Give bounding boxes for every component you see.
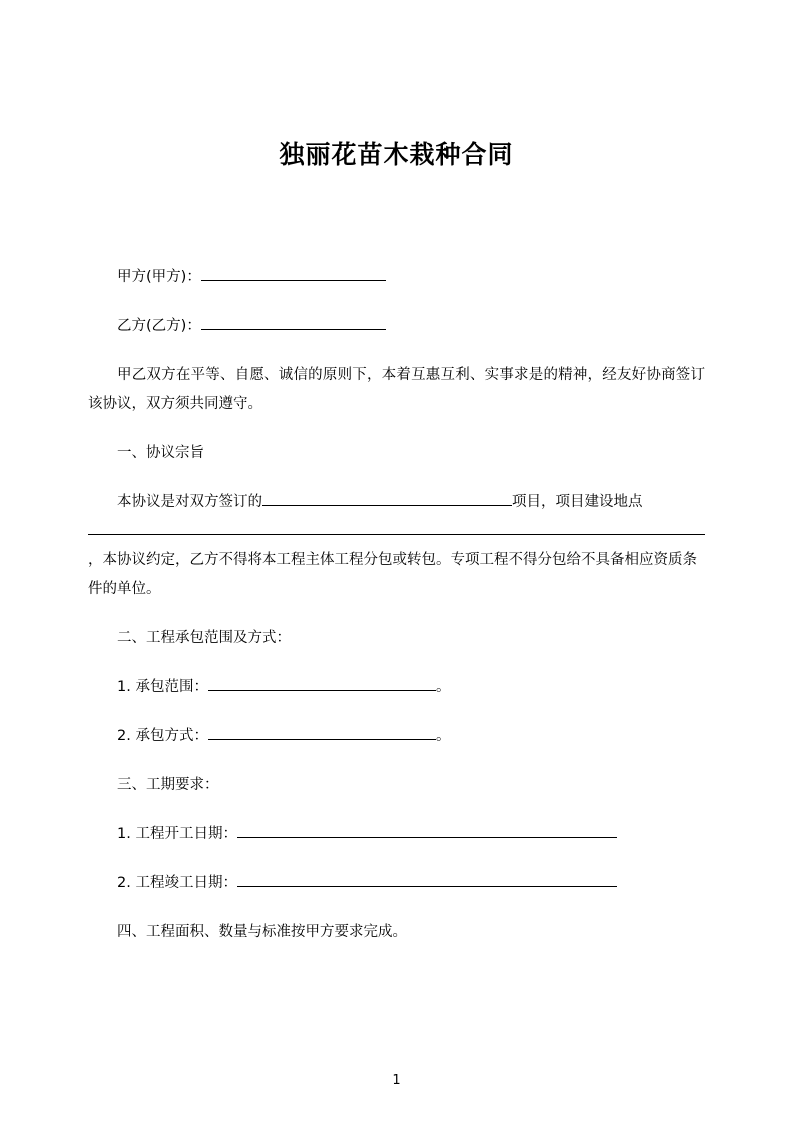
section-1-suffix: ，本协议约定，乙方不得将本工程主体工程分包或转包。专项工程不得分包给不具备相应资质条件的单位。 bbox=[88, 552, 697, 597]
scope-tail: 。 bbox=[435, 679, 451, 695]
end-date-label: 2. 工程竣工日期： bbox=[117, 875, 237, 891]
party-b-line bbox=[88, 312, 705, 341]
section-heading-2: 二、工程承包范围及方式： bbox=[117, 630, 291, 646]
scope-line bbox=[88, 673, 705, 702]
section-1-paragraph bbox=[88, 488, 705, 604]
document-body bbox=[0, 263, 793, 947]
preamble-paragraph: 甲乙双方在平等、自愿、诚信的原则下，本着互惠互利、实事求是的精神，经友好协商签订该协议，双方须共同遵守。 bbox=[88, 367, 705, 412]
start-date-input[interactable] bbox=[237, 823, 617, 839]
section-heading-1: 一、协议宗旨 bbox=[117, 445, 204, 461]
section-heading-3: 三、工期要求： bbox=[117, 777, 219, 793]
method-line bbox=[88, 722, 705, 751]
party-b-label: 乙方(乙方)： bbox=[117, 318, 201, 334]
end-date-input[interactable] bbox=[237, 872, 617, 888]
method-label: 2. 承包方式： bbox=[117, 728, 208, 744]
method-input[interactable] bbox=[208, 725, 436, 741]
party-b-input[interactable] bbox=[201, 315, 386, 331]
method-tail: 。 bbox=[435, 728, 451, 744]
party-a-label: 甲方(甲方)： bbox=[117, 269, 201, 285]
scope-input[interactable] bbox=[208, 676, 436, 692]
end-date-line bbox=[88, 869, 705, 898]
scope-label: 1. 承包范围： bbox=[117, 679, 208, 695]
page-number: 1 bbox=[392, 1073, 401, 1088]
start-date-label: 1. 工程开工日期： bbox=[117, 826, 237, 842]
project-location-input[interactable] bbox=[88, 520, 705, 536]
page-title: 独丽花苗木栽种合同 bbox=[279, 140, 514, 169]
section-1-middle: 项目，项目建设地点 bbox=[512, 494, 643, 510]
party-a-input[interactable] bbox=[201, 266, 386, 282]
section-heading-4: 四、工程面积、数量与标准按甲方要求完成。 bbox=[117, 924, 407, 940]
party-a-line bbox=[88, 263, 705, 292]
section-1-prefix: 本协议是对双方签订的 bbox=[117, 494, 262, 510]
project-name-input[interactable] bbox=[262, 491, 512, 507]
start-date-line bbox=[88, 820, 705, 849]
